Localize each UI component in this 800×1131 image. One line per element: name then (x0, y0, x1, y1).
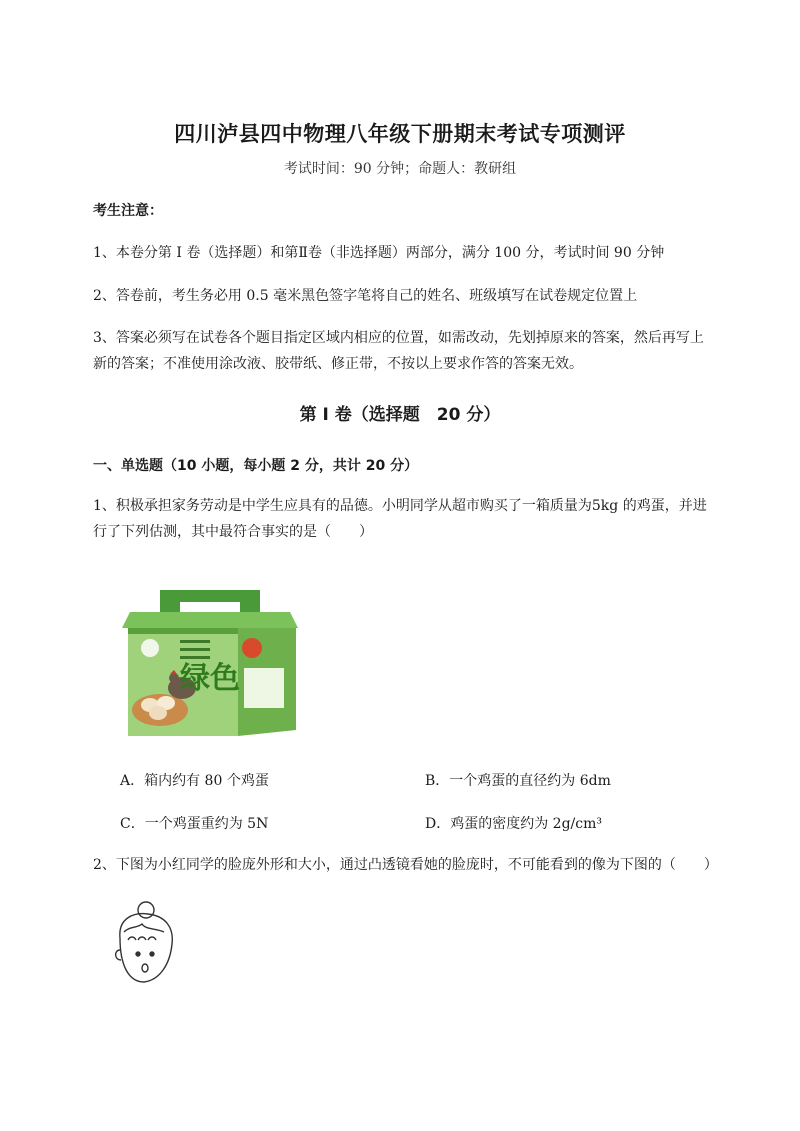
page-title: 四川泸县四中物理八年级下册期末考试专项测评 (174, 122, 626, 146)
notice-item-1: 1、本卷分第 I 卷（选择题）和第Ⅱ卷（非选择题）两部分，满分 100 分，考试时间 90 分钟 (93, 245, 665, 261)
egg-box-image (120, 570, 300, 740)
question-1-stem: 1、积极承担家务劳动是中学生应具有的品德。小明同学从超市购买了一箱质量为5kg 的鸡蛋，并进行了下列估测，其中最符合事实的是（ ） (93, 498, 707, 540)
girl-face-image (108, 898, 184, 990)
notice-heading: 考生注意： (93, 203, 163, 219)
notice-item-2: 2、答卷前，考生务必用 0.5 毫米黑色签字笔将自己的姓名、班级填写在试卷规定位置上 (93, 288, 638, 304)
part-heading: 一、单选题（10 小题，每小题 2 分，共计 20 分） (93, 458, 419, 474)
notice-item-3: 3、答案必须写在试卷各个题目指定区域内相应的位置，如需改动，先划掉原来的答案，然后再写上新的答案；不准使用涂改液、胶带纸、修正带，不按以上要求作答的答案无效。 (93, 330, 704, 372)
q1-option-d[interactable]: D．鸡蛋的密度约为 2g/cm³ (425, 816, 602, 832)
q1-option-a[interactable]: A．箱内约有 80 个鸡蛋 (120, 773, 269, 789)
section-title: 第 I 卷（选择题 20 分） (299, 405, 501, 425)
box-brand-text: 绿色 (180, 661, 240, 696)
q1-option-b[interactable]: B．一个鸡蛋的直径约为 6dm (425, 773, 611, 789)
q1-option-c[interactable]: C．一个鸡蛋重约为 5N (120, 816, 269, 832)
exam-info: 考试时间：90 分钟；命题人：教研组 (283, 161, 517, 177)
question-2-stem: 2、下图为小红同学的脸庞外形和大小，通过凸透镜看她的脸庞时，不可能看到的像为下图的（ ） (93, 857, 718, 873)
